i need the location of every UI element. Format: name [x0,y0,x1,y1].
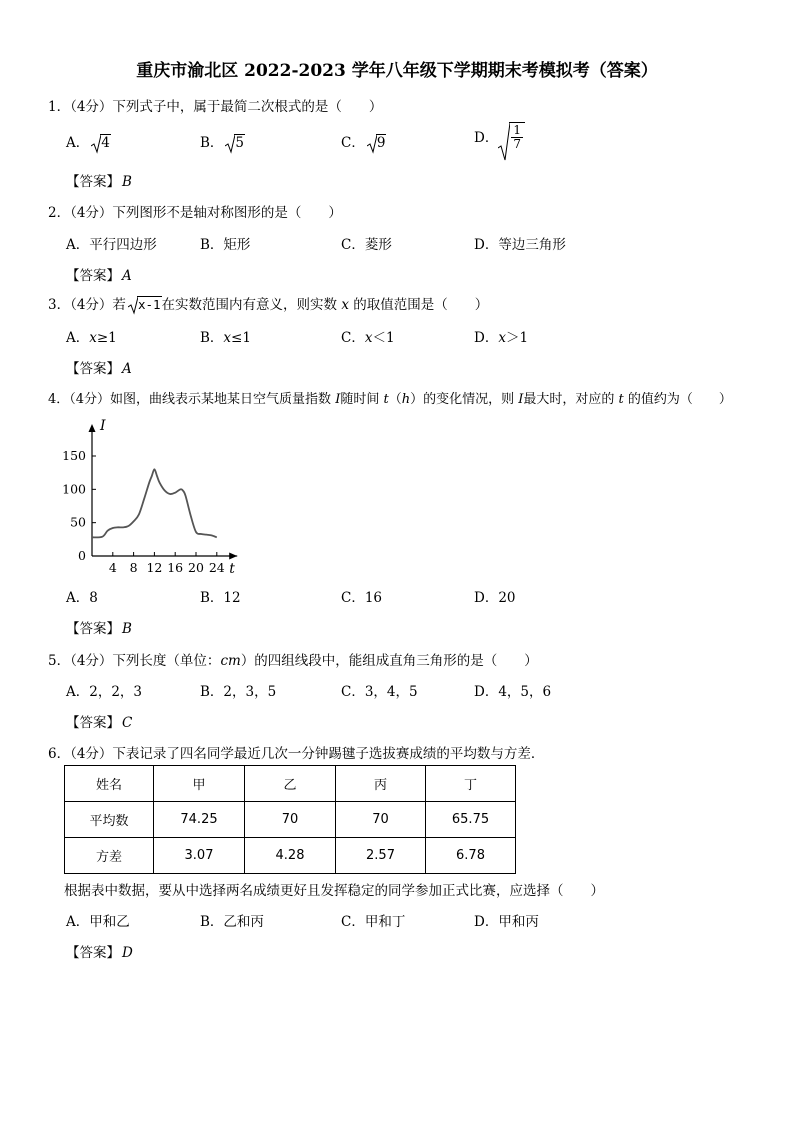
question-1-stem: 1．（4分）下列式子中，属于最简二次根式的是（ ） [48,99,383,115]
q6-answer: 【答案】 D [66,945,133,961]
x-tick-label: 4 [108,560,117,575]
table-header-cell: 乙 [245,766,336,802]
table-cell: 70 [245,802,336,838]
option-letter: A． [66,135,90,151]
table-header-cell: 丁 [426,766,516,802]
y-tick-label: 0 [78,548,86,563]
radical-sign-icon [128,296,138,315]
table-cell: 70 [336,802,426,838]
table-header-row [65,766,516,802]
option-letter: D． [474,130,499,147]
question-4-stem: 4．（4分）如图，曲线表示某地某日空气质量指数 I随时间 t（h）的变化情况，则 I最大时，对应的 t 的值约为（ ） [48,392,732,407]
radical-sign-icon [498,122,510,162]
question-6-followup: 根据表中数据，要从中选择两名成绩更好且发挥稳定的同学参加正式比赛，应选择（ ） [64,883,604,899]
sqrt-expression: x-1 [128,296,162,312]
q5-option-b[interactable]: B．2，3，5 [200,684,277,700]
x-tick-label: 8 [129,560,138,575]
sqrt-expression: 4 [91,134,111,151]
radical-sign-icon [91,134,101,154]
table-header-cell: 姓名 [65,766,154,802]
q5-option-c[interactable]: C．3，4，5 [341,684,418,700]
x-axis-label: t [229,561,235,577]
x-tick-label: 12 [146,560,163,575]
q4-option-b[interactable]: B．12 [200,590,241,606]
q4-option-d[interactable]: D．20 [474,590,516,606]
q2-option-b[interactable]: B．矩形 [200,237,251,253]
table-cell: 74.25 [154,802,245,838]
sqrt-fraction: $\frac{1}{7}$ [498,122,525,150]
q2-option-c[interactable]: C．菱形 [341,237,392,253]
table-cell: 6.78 [426,838,516,874]
x-tick-label: 20 [188,560,204,575]
y-tick-label: 50 [70,514,86,530]
x-axis-arrow-icon [229,553,237,560]
q1-answer: 【答案】 B [66,174,132,190]
question-5-stem: 5．（4分）下列长度（单位：cm）的四组线段中，能组成直角三角形的是（ ） [48,653,538,669]
option-letter: B． [200,135,224,151]
table-cell: 65.75 [426,802,516,838]
question-3-stem: 3．（4分）若 x-1在实数范围内有意义，则实数 x 的取值范围是（ ） [48,297,489,313]
q4-option-c[interactable]: C．16 [341,590,383,606]
question-6-stem: 6．（4分）下表记录了四名同学最近几次一分钟踢毽子选拔赛成绩的平均数与方差． [48,746,545,762]
y-tick-label: 100 [62,481,86,497]
aqi-line-chart [60,412,300,582]
q4-option-a[interactable]: A．8 [66,590,98,606]
table-row [65,802,516,838]
aqi-curve [92,469,217,537]
page-title: 重庆市渝北区 2022-2023 学年八年级下学期期末考模拟考（答案） [136,61,658,81]
table-cell: 4.28 [245,838,336,874]
q4-answer: 【答案】 B [66,621,132,637]
q2-option-a[interactable]: A．平行四边形 [66,237,157,253]
table-header-cell: 甲 [154,766,245,802]
x-tick-label: 24 [208,560,225,575]
table-row [65,838,516,874]
radical-sign-icon [367,134,377,154]
q2-option-d[interactable]: D．等边三角形 [474,237,566,253]
q6-option-c[interactable]: C．甲和丁 [341,914,406,930]
q3-option-d[interactable]: D．x＞1 [474,330,529,346]
table-cell: 平均数 [65,802,154,838]
y-tick-label: 150 [62,448,86,463]
q5-option-a[interactable]: A．2，2，3 [66,684,143,700]
table-cell: 2.57 [336,838,426,874]
sqrt-expression: 5 [225,134,245,151]
q6-option-b[interactable]: B．乙和丙 [200,914,264,930]
x-tick-label: 16 [167,560,184,575]
q3-option-c[interactable]: C．x＜1 [341,330,395,346]
table-cell: 方差 [65,838,154,874]
q5-answer: 【答案】 C [66,715,133,731]
q2-answer: 【答案】 A [66,268,132,284]
radical-sign-icon [225,134,235,154]
table-header-cell: 丙 [336,766,426,802]
question-2-stem: 2．（4分）下列图形不是轴对称图形的是（ ） [48,205,342,221]
score-statistics-table [64,765,516,874]
option-letter: C． [341,135,365,151]
q6-option-a[interactable]: A．甲和乙 [66,914,130,930]
sqrt-expression: 9 [367,134,387,151]
table-cell: 3.07 [154,838,245,874]
q1-option-c[interactable] [341,131,386,151]
q1-option-b[interactable] [200,131,245,151]
q5-option-d[interactable]: D．4，5，6 [474,684,552,700]
y-axis-label: I [100,418,106,434]
q6-option-d[interactable]: D．甲和丙 [474,914,539,930]
y-axis-arrow-icon [89,424,96,432]
q3-option-a[interactable]: A．x≥1 [66,330,117,346]
q1-option-a[interactable] [66,131,111,151]
q3-option-b[interactable]: B．x≤1 [200,330,251,346]
q1-option-d[interactable] [474,122,525,150]
q3-answer: 【答案】 A [66,361,132,377]
